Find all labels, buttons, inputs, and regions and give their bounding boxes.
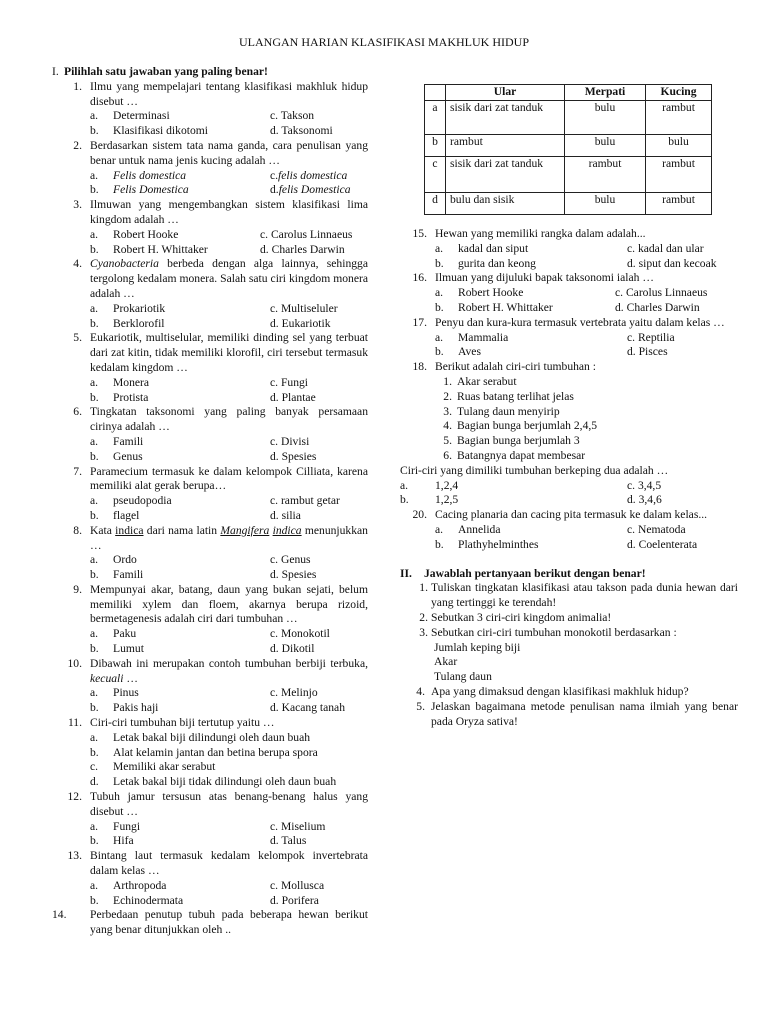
option-b: Robert H. Whittaker — [113, 242, 208, 256]
option-d: d. Talus — [270, 834, 307, 848]
option-d: d. Porifera — [270, 893, 319, 907]
option-d: felis Domestica — [278, 183, 351, 197]
question-15: 15. Hewan yang memiliki rangka dalam adalah... — [400, 227, 738, 242]
essay-question-3: 3. Sebutkan ciri-ciri tumbuhan monokotil berdasarkan : — [419, 625, 677, 639]
question-6: 6. Tingkatan taksonomi yang paling banyak persamaan cirinya adalah … — [73, 405, 368, 434]
question-6-text: Tingkatan taksonomi yang paling banyak persamaan cirinya adalah … — [90, 405, 368, 434]
option-c: c. Melinjo — [270, 686, 318, 700]
option-d: d. Charles Darwin — [615, 300, 700, 314]
option-d: d. Plantae — [270, 390, 316, 404]
option-d: d. Charles Darwin — [260, 242, 345, 256]
option-a: Arthropoda — [113, 878, 167, 892]
option-b: Felis Domestica — [113, 183, 189, 197]
list-item: 5. Bagian bunga berjumlah 3 — [443, 434, 580, 448]
essay-3-sub-item: Jumlah keping biji — [434, 640, 521, 654]
section-2-instruction: Jawablah pertanyaan berikut dengan benar! — [424, 566, 646, 580]
option-a: Paku — [113, 627, 137, 641]
option-d: d. Coelenterata — [627, 537, 698, 551]
question-18-options-row-2: b. 1,2,5 d. 3,4,6 — [400, 493, 662, 507]
option-b: gurita dan keong — [458, 256, 536, 270]
list-item: 3. Tulang daun menyirip — [443, 404, 560, 418]
table-row: c sisik dari zat tanduk rambut rambut — [425, 156, 712, 192]
question-1-options: a. Determinasi c. Takson b. Klasifikasi dikotomi d. Taksonomi — [90, 109, 333, 138]
question-5-options: a. Monera c. Fungi b. Protista d. Plantae — [90, 375, 316, 404]
question-17-options: a. Mammalia c. Reptilia b. Aves d. Pisces — [435, 330, 675, 359]
question-10-options: a. Pinus c. Melinjo b. Pakis haji d. Kacang tanah — [90, 686, 346, 715]
option-d: d. Kacang tanah — [270, 701, 346, 715]
option-c: felis domestica — [278, 168, 348, 182]
option-a: kadal dan siput — [458, 241, 529, 255]
question-2-options: a. Felis domestica c. felis domestica b. Felis Domestica d. felis Domestica — [90, 168, 351, 197]
essay-question-1: 1. Tuliskan tingkatan klasifikasi atau takson pada dunia hewan dari yang tertinggi ke terendah! — [419, 581, 738, 610]
option-c: c. Monokotil — [270, 627, 330, 641]
question-12: 12. Tubuh jamur tersusun atas benang-benang halus yang disebut … — [67, 790, 368, 818]
option-a: Annelida — [458, 522, 501, 536]
question-3-options: a. Robert Hooke c. Carolus Linnaeus b. Robert H. Whittaker d. Charles Darwin — [90, 227, 353, 256]
option-a: pseudopodia — [113, 494, 172, 508]
option-a: Felis domestica — [113, 168, 187, 182]
option-a: Ordo — [113, 553, 137, 567]
question-17-text: Penyu dan kura-kura termasuk vertebrata yaitu dalam kelas … — [435, 315, 725, 329]
option-d: d. Taksonomi — [270, 124, 333, 138]
question-9: 9. Mempunyai akar, batang, daun yang bukan sejati, belum memiliki xylem dan floem, akarnya berupa rizoid, bermetagenesis adalah ciri dari tumbuhan … — [73, 582, 368, 626]
question-1: 1. Ilmu yang mempelajari tentang klasifikasi makhluk hidup disebut … — [73, 79, 368, 108]
option-b: Protista — [113, 390, 149, 404]
option-b: Aves — [458, 345, 481, 359]
option-d: d. silia — [270, 508, 301, 522]
question-2: 2. Berdasarkan sistem tata nama ganda, cara penulisan yang benar untuk nama jenis kucing adalah … — [73, 138, 368, 167]
question-14: 14. Perbedaan penutup tubuh pada beberapa hewan berikut yang benar ditunjukkan oleh .. — [52, 908, 368, 937]
question-3: 3. Ilmuwan yang mengembangkan sistem klasifikasi lima kingdom adalah … — [73, 198, 368, 226]
question-6-options: a. Famili c. Divisi b. Genus d. Spesies — [90, 434, 317, 463]
question-8: 8. Kata indica dari nama latin Mangifera indica menunjukkan … — [73, 523, 368, 552]
question-7-text: Paramecium termasuk ke dalam kelompok Cilliata, karena memiliki alat gerak berupa… — [90, 464, 368, 493]
option-b: Plathyhelminthes — [458, 537, 539, 551]
option-a: Fungi — [113, 819, 141, 833]
question-8-options: a. Ordo c. Genus b. Famili d. Spesies — [90, 553, 317, 582]
option-c: c. Miselium — [270, 819, 326, 833]
question-11-text: Ciri-ciri tumbuhan biji tertutup yaitu … — [90, 716, 275, 730]
section-2-numeral: II. — [400, 566, 412, 580]
option-c: c. Reptilia — [627, 330, 675, 344]
option-a: Famili — [113, 434, 144, 448]
option-d: d. Eukariotik — [270, 316, 331, 330]
table-header-row — [425, 85, 712, 101]
list-item: 1. Akar serabut — [443, 374, 517, 388]
option-a: Robert Hooke — [113, 227, 179, 241]
option-c: c. Divisi — [270, 434, 310, 448]
option-c: Memiliki akar serabut — [113, 760, 216, 774]
option-a: 1,2,4 — [435, 478, 459, 492]
question-17: 17. Penyu dan kura-kura termasuk vertebrata yaitu dalam kelas … — [400, 316, 738, 331]
question-18: 18. Berikut adalah ciri-ciri tumbuhan : — [400, 360, 738, 375]
question-13-options: a. Arthropoda c. Mollusca b. Echinodermata d. Porifera — [90, 878, 325, 907]
section-1-heading — [52, 65, 368, 80]
question-11: 11. Ciri-ciri tumbuhan biji tertutup yaitu … — [52, 716, 368, 731]
option-b: Famili — [113, 568, 144, 582]
option-b: Lumut — [113, 642, 144, 656]
option-c: c. Carolus Linnaeus — [615, 286, 708, 300]
question-2-text: Berdasarkan sistem tata nama ganda, cara penulisan yang benar untuk nama jenis kucing adalah … — [90, 138, 368, 167]
question-7-options: a. pseudopodia c. rambut getar b. flagel d. silia — [90, 494, 340, 522]
option-b: 1,2,5 — [435, 493, 459, 507]
question-20: 20. Cacing planaria dan cacing pita termasuk ke dalam kelas... — [400, 508, 738, 523]
section-2-heading — [400, 567, 738, 582]
option-a: Mammalia — [458, 330, 509, 344]
left-column — [52, 65, 368, 938]
table-row: b rambut bulu bulu — [425, 134, 712, 156]
option-b: Hifa — [113, 834, 134, 848]
option-b: Klasifikasi dikotomi — [113, 124, 208, 138]
question-18-text: Berikut adalah ciri-ciri tumbuhan : — [435, 360, 596, 374]
question-4: 4. Cyanobacteria berbeda dengan alga lainnya, sehingga tergolong kedalam monera. Salah satu ciri kingdom monera adalah … — [73, 257, 368, 300]
option-b: flagel — [113, 508, 140, 522]
question-16-text: Ilmuan yang dijuluki bapak taksonomi ialah … — [435, 271, 654, 285]
option-c: c. Multiseluler — [270, 301, 338, 315]
question-14-table — [424, 84, 712, 215]
essay-question-4: 4. Apa yang dimaksud dengan klasifikasi makhluk hidup? — [416, 684, 689, 698]
question-12-options: a. Fungi c. Miselium b. Hifa d. Talus — [90, 819, 326, 848]
option-a: Determinasi — [113, 109, 170, 123]
option-d: d. 3,4,6 — [627, 493, 662, 507]
option-c: c. kadal dan ular — [627, 241, 704, 255]
option-a: Pinus — [113, 686, 139, 700]
option-b: Robert H. Whittaker — [458, 300, 553, 314]
question-3-text: Ilmuwan yang mengembangkan sistem klasifikasi lima kingdom adalah … — [90, 198, 368, 226]
option-a: Letak bakal biji dilindungi oleh daun buah — [113, 730, 311, 744]
essay-question-2: 2. Sebutkan 3 ciri-ciri kingdom animalia! — [419, 610, 612, 624]
option-c: c. Genus — [270, 553, 311, 567]
section-1-instruction: Pilihlah satu jawaban yang paling benar! — [64, 65, 268, 78]
option-d: d. Spesies — [270, 568, 317, 582]
essay-questions — [400, 581, 738, 729]
question-8-text: Kata indica dari nama latin Mangifera indica menunjukkan … — [90, 523, 368, 552]
list-item: 4. Bagian bunga berjumlah 2,4,5 — [443, 419, 598, 433]
question-18-list — [435, 375, 738, 464]
option-c: c. Mollusca — [270, 878, 325, 892]
question-20-text: Cacing planaria dan cacing pita termasuk ke dalam kelas... — [435, 508, 708, 522]
option-d: d. siput dan kecoak — [627, 256, 717, 270]
table-header-ular: Ular — [446, 85, 565, 101]
option-a: Monera — [113, 375, 150, 389]
option-c: c. Fungi — [270, 375, 309, 389]
question-9-options: a. Paku c. Monokotil b. Lumut d. Dikotil — [90, 627, 330, 656]
essay-question-5: 5. Jelaskan bagaimana metode penulisan nama ilmiah yang benar pada Oryza sativa! — [416, 699, 738, 728]
question-10: 10. Dibawah ini merupakan contoh tumbuhan berbiji terbuka, kecuali … — [67, 656, 368, 685]
question-15-text: Hewan yang memiliki rangka dalam adalah... — [435, 227, 646, 240]
question-4-text: Cyanobacteria berbeda dengan alga lainnya, sehingga tergolong kedalam monera. Salah satu ciri kingdom monera adalah … — [90, 257, 368, 300]
option-a: Robert Hooke — [458, 286, 524, 300]
question-9-text: Mempunyai akar, batang, daun yang bukan sejati, belum memiliki xylem dan floem, akarnya berupa rizoid, bermetagenesis adalah ciri dari tumbuhan … — [90, 582, 368, 626]
question-5-text: Eukariotik, multiselular, memiliki dinding sel yang terbuat dari zat kitin, tidak memiliki klorofil, ciri tersebut termasuk kedalam kingdom … — [90, 331, 368, 374]
question-13: 13. Bintang laut termasuk kedalam kelompok invertebrata dalam kelas … — [67, 849, 368, 878]
option-c: c. rambut getar — [270, 494, 340, 508]
table-row: d bulu dan sisik bulu rambut — [425, 192, 712, 214]
option-b: Genus — [113, 449, 143, 463]
option-b: Pakis haji — [113, 701, 159, 715]
section-1-numeral: I. — [52, 65, 59, 78]
table-row: a sisik dari zat tanduk bulu rambut — [425, 100, 712, 134]
question-10-text: Dibawah ini merupakan contoh tumbuhan berbiji terbuka, kecuali … — [90, 656, 368, 685]
option-d: Letak bakal biji tidak dilindungi oleh daun buah — [113, 775, 337, 789]
list-item: 2. Ruas batang terlihat jelas — [443, 389, 574, 403]
question-14-text: Perbedaan penutup tubuh pada beberapa hewan berikut yang benar ditunjukkan oleh .. — [90, 908, 368, 937]
question-18-options-row-1: a. 1,2,4 c. 3,4,5 — [400, 478, 662, 492]
question-18-stem: Ciri-ciri yang dimiliki tumbuhan berkeping dua adalah … — [400, 463, 669, 477]
question-13-text: Bintang laut termasuk kedalam kelompok invertebrata dalam kelas … — [90, 849, 368, 878]
right-column — [400, 227, 738, 729]
option-a: Prokariotik — [113, 301, 166, 315]
option-b: Alat kelamin jantan dan betina berupa spora — [113, 745, 318, 759]
essay-3-sub-item: Tulang daun — [434, 670, 492, 684]
option-c: c. Nematoda — [627, 522, 686, 536]
table-header-kucing: Kucing — [646, 85, 712, 101]
question-11-options: a. Letak bakal biji dilindungi oleh daun buah b. Alat kelamin jantan dan betina berupa spora c. Memiliki akar serabut d. Letak bakal biji tidak dilindungi oleh daun buah — [90, 730, 337, 789]
question-16-options: a. Robert Hooke c. Carolus Linnaeus b. Robert H. Whittaker d. Charles Darwin — [435, 286, 708, 314]
question-20-options: a. Annelida c. Nematoda b. Plathyhelminthes d. Coelenterata — [435, 522, 698, 551]
option-d: d. Spesies — [270, 449, 317, 463]
question-5: 5. Eukariotik, multiselular, memiliki dinding sel yang terbuat dari zat kitin, tidak memiliki klorofil, ciri tersebut termasuk kedalam kingdom … — [73, 331, 368, 374]
table-header-merpati: Merpati — [565, 85, 646, 101]
essay-3-sub-item: Akar — [434, 655, 458, 669]
option-c: c. 3,4,5 — [627, 478, 662, 492]
option-c: c. Takson — [270, 109, 315, 123]
option-b: Berklorofil — [113, 316, 165, 330]
option-c: c. Carolus Linnaeus — [260, 227, 353, 241]
option-d: d. Dikotil — [270, 642, 315, 656]
page-title: ULANGAN HARIAN KLASIFIKASI MAKHLUK HIDUP — [239, 35, 529, 49]
option-b: Echinodermata — [113, 893, 184, 907]
question-4-options: a. Prokariotik c. Multiseluler b. Berklorofil d. Eukariotik — [90, 301, 338, 330]
question-15-options: a. kadal dan siput c. kadal dan ular b. gurita dan keong d. siput dan kecoak — [435, 241, 717, 270]
list-item: 6. Batangnya dapat membesar — [443, 448, 586, 462]
question-12-text: Tubuh jamur tersusun atas benang-benang halus yang disebut … — [90, 790, 368, 818]
question-16: 16. Ilmuan yang dijuluki bapak taksonomi ialah … — [400, 271, 738, 286]
question-1-text: Ilmu yang mempelajari tentang klasifikasi makhluk hidup disebut … — [90, 79, 368, 108]
question-7: 7. Paramecium termasuk ke dalam kelompok Cilliata, karena memiliki alat gerak berupa… — [73, 464, 368, 493]
option-d: d. Pisces — [627, 345, 668, 359]
